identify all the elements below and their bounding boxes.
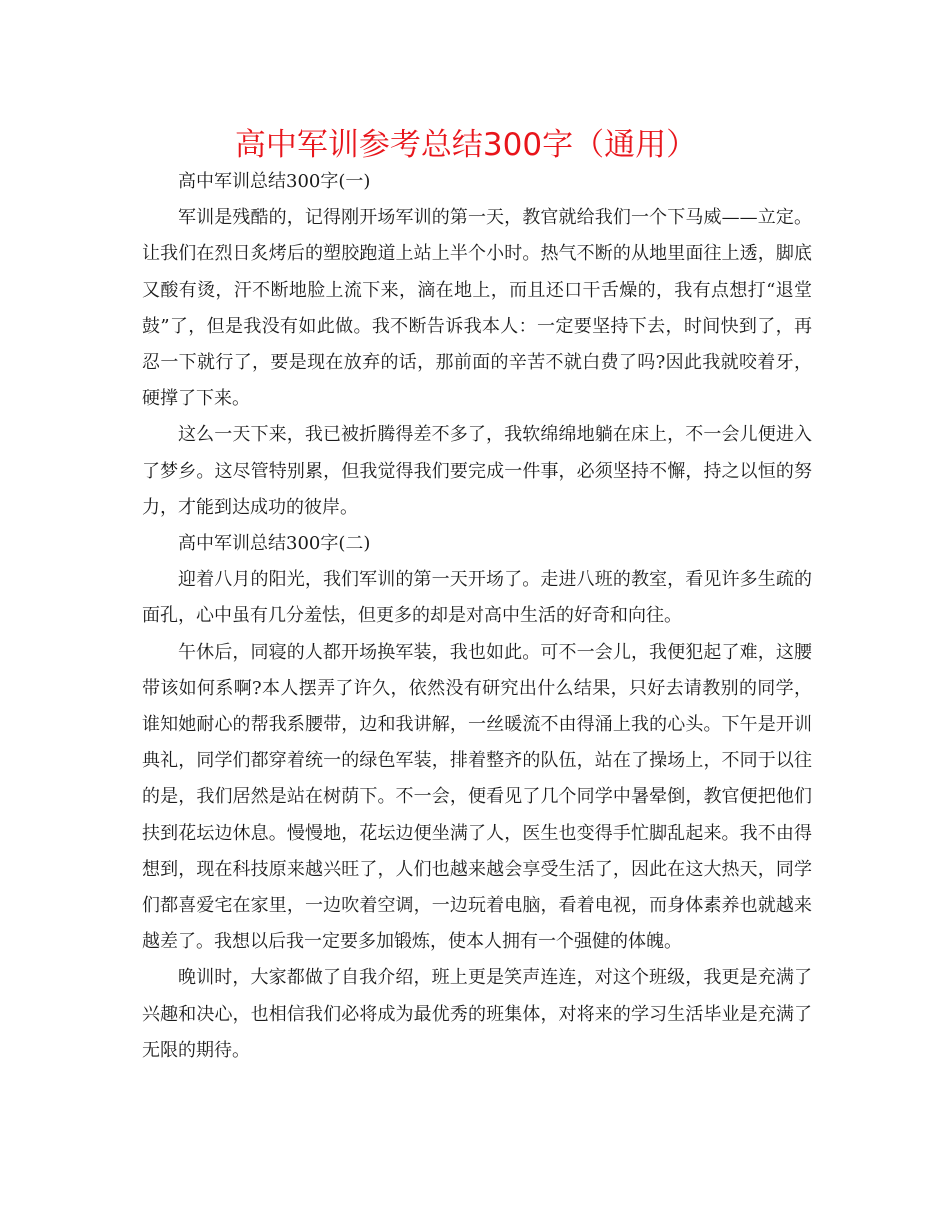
document-body bbox=[142, 164, 812, 1069]
paragraph: 迎着八月的阳光，我们军训的第一天开场了。走进八班的教室，看见许多生疏的面孔，心中虽有几分羞怯，但更多的却是对高中生活的好奇和向往。 bbox=[142, 569, 812, 627]
paragraph: 这么一天下来，我已被折腾得差不多了，我软绵绵地躺在床上，不一会儿便进入了梦乡。这尽管特别累，但我觉得我们要完成一件事，必须坚持不懈，持之以恒的努力，才能到达成功的彼岸。 bbox=[142, 424, 812, 518]
document-title: 高中军训参考总结300字（通用） bbox=[234, 127, 698, 163]
paragraph: 午休后，同寝的人都开场换军装，我也如此。可不一会儿，我便犯起了难，这腰带该如何系啊?本人摆弄了许久，依然没有研究出什么结果，只好去请教别的同学，谁知她耐心的帮我系腰带，边和我讲解，一丝暖流不由得涌上我的心头。下午是开训典礼，同学们都穿着统一的绿色军装，排着整齐的队伍，站在了操场上，不同于以往的是，我们居然是站在树荫下。不一会，便看见了几个同学中暑晕倒，教官便把他们扶到花坛边休息。慢慢地，花坛边便坐满了人，医生也变得手忙脚乱起来。我不由得想到，现在科技原来越兴旺了，人们也越来越会享受生活了，因此在这大热天，同学们都喜爱宅在家里，一边吹着空调，一边玩着电脑，看着电视，而身体素养也就越来越差了。我想以后我一定要多加锻炼，使本人拥有一个强健的体魄。 bbox=[142, 641, 812, 953]
paragraph: 军训是残酷的，记得刚开场军训的第一天，教官就给我们一个下马威——立定。让我们在烈日炙烤后的塑胶跑道上站上半个小时。热气不断的从地里面往上透，脚底又酸有烫，汗不断地脸上流下来，滴在地上，而且还口干舌燥的，我有点想打“退堂鼓”了，但是我没有如此做。我不断告诉我本人：一定要坚持下去，时间快到了，再忍一下就行了，要是现在放弃的话，那前面的辛苦不就白费了吗?因此我就咬着牙，硬撑了下来。 bbox=[142, 207, 812, 410]
section-heading-2: 高中军训总结300字(二) bbox=[178, 533, 371, 555]
paragraph: 晚训时，大家都做了自我介绍，班上更是笑声连连，对这个班级，我更是充满了兴趣和决心，也相信我们必将成为最优秀的班集体，对将来的学习生活毕业是充满了无限的期待。 bbox=[142, 967, 812, 1061]
section-heading-1: 高中军训总结300字(一) bbox=[178, 171, 371, 192]
